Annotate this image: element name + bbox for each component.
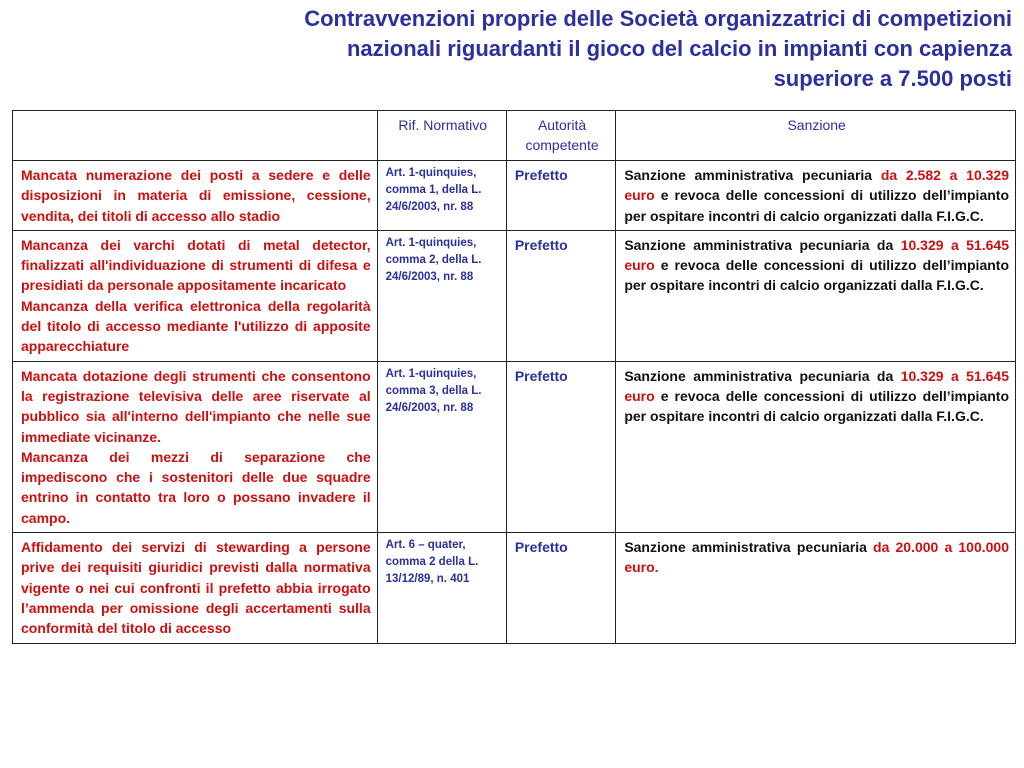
title-line-3: superiore a 7.500 posti [773, 66, 1012, 91]
sanzione-text: Sanzione amministrativa pecuniaria [624, 539, 874, 556]
header-blank [13, 111, 378, 161]
violation-cell [13, 230, 378, 361]
sanzione-amount: 10.329 a 51.645 euro [624, 367, 1009, 404]
rif-normativo-cell: Art. 1-quinquies, comma 1, della L. 24/6/2003, nr. 88 [377, 161, 506, 231]
header-rif-normativo: Rif. Normativo [377, 111, 506, 161]
table-body [13, 161, 1016, 644]
sanzione-amount: da 2.582 a 10.329 euro [624, 167, 1009, 204]
sanzione-text: e revoca delle concessioni di utilizzo dell’impianto per ospitare incontri di calcio organizzati dalla F.I.G.C. [624, 257, 1009, 294]
sanzione-text: Sanzione amministrativa pecuniaria da [624, 367, 901, 384]
title-line-1: Contravvenzioni proprie delle Società organizzatrici di competizioni [304, 6, 1012, 31]
rif-normativo-cell: Art. 1-quinquies, comma 3, della L. 24/6/2003, nr. 88 [377, 361, 506, 532]
violation-text: Mancanza dei varchi dotati di metal detector, finalizzati all'individuazione di strumenti di difesa e presidiati da personale appositamente incaricato [21, 236, 371, 294]
autorita-cell: Prefetto [506, 361, 615, 532]
sanzione-text: e revoca delle concessioni di utilizzo dell’impianto per ospitare incontri di calcio organizzati dalla F.I.G.C. [624, 187, 1009, 224]
sanzione-text: Sanzione amministrativa pecuniaria da [624, 236, 901, 253]
table-row [13, 533, 1016, 643]
sanzione-cell [616, 533, 1016, 643]
rif-normativo-cell: Art. 1-quinquies, comma 2, della L. 24/6/2003, nr. 88 [377, 230, 506, 361]
table-header-row [13, 111, 1016, 161]
sanctions-table [12, 110, 1016, 644]
violation-text: Affidamento dei servizi di stewarding a persone prive dei requisiti giuridici previsti dalla normativa vigente o nei cui confronti il prefetto abbia irrogato l’ammenda per omissione degli accertamenti sulla conformità del titolo di accesso [21, 539, 371, 637]
autorita-cell: Prefetto [506, 161, 615, 231]
rif-normativo-cell: Art. 6 – quater, comma 2 della L. 13/12/89, n. 401 [377, 533, 506, 643]
autorita-cell: Prefetto [506, 533, 615, 643]
title-line-2: nazionali riguardanti il gioco del calcio in impianti con capienza [346, 36, 1012, 61]
table-row [13, 361, 1016, 532]
sanzione-amount: 10.329 a 51.645 euro [624, 236, 1009, 274]
sanzione-text: Sanzione amministrativa pecuniaria [624, 167, 881, 183]
violation-text: Mancanza dei mezzi di separazione che impediscono che i sostenitori delle due squadre entrino in contatto tra loro o possano invadere il campo. [21, 448, 371, 526]
sanzione-text: e revoca delle concessioni di utilizzo dell’impianto per ospitare incontri di calcio organizzati dalla F.I.G.C. [624, 387, 1009, 425]
sanzione-cell [616, 361, 1016, 532]
sanzione-cell [616, 161, 1016, 231]
violation-cell [13, 161, 378, 231]
header-sanzione: Sanzione [616, 111, 1016, 161]
violation-text: Mancata numerazione dei posti a sedere e delle disposizioni in materia di emissione, cessione, vendita, dei titoli di accesso allo stadio [21, 167, 371, 224]
violation-text: Mancata dotazione degli strumenti che consentono la registrazione televisiva delle aree riservate al pubblico sia all'interno dell'impianto che nelle sue immediate vicinanze. [21, 367, 371, 445]
violation-text: Mancanza della verifica elettronica della regolarità del titolo di accesso mediante l'utilizzo di apposite apparecchiature [21, 297, 371, 355]
autorita-cell: Prefetto [506, 230, 615, 361]
page-title [112, 4, 1012, 94]
table-row [13, 161, 1016, 231]
sanzione-cell [616, 230, 1016, 361]
sanzione-amount: da 20.000 a 100.000 euro. [624, 539, 1009, 576]
header-autorita: Autorità competente [506, 111, 615, 161]
violation-cell [13, 361, 378, 532]
violation-cell [13, 533, 378, 643]
table-row [13, 230, 1016, 361]
